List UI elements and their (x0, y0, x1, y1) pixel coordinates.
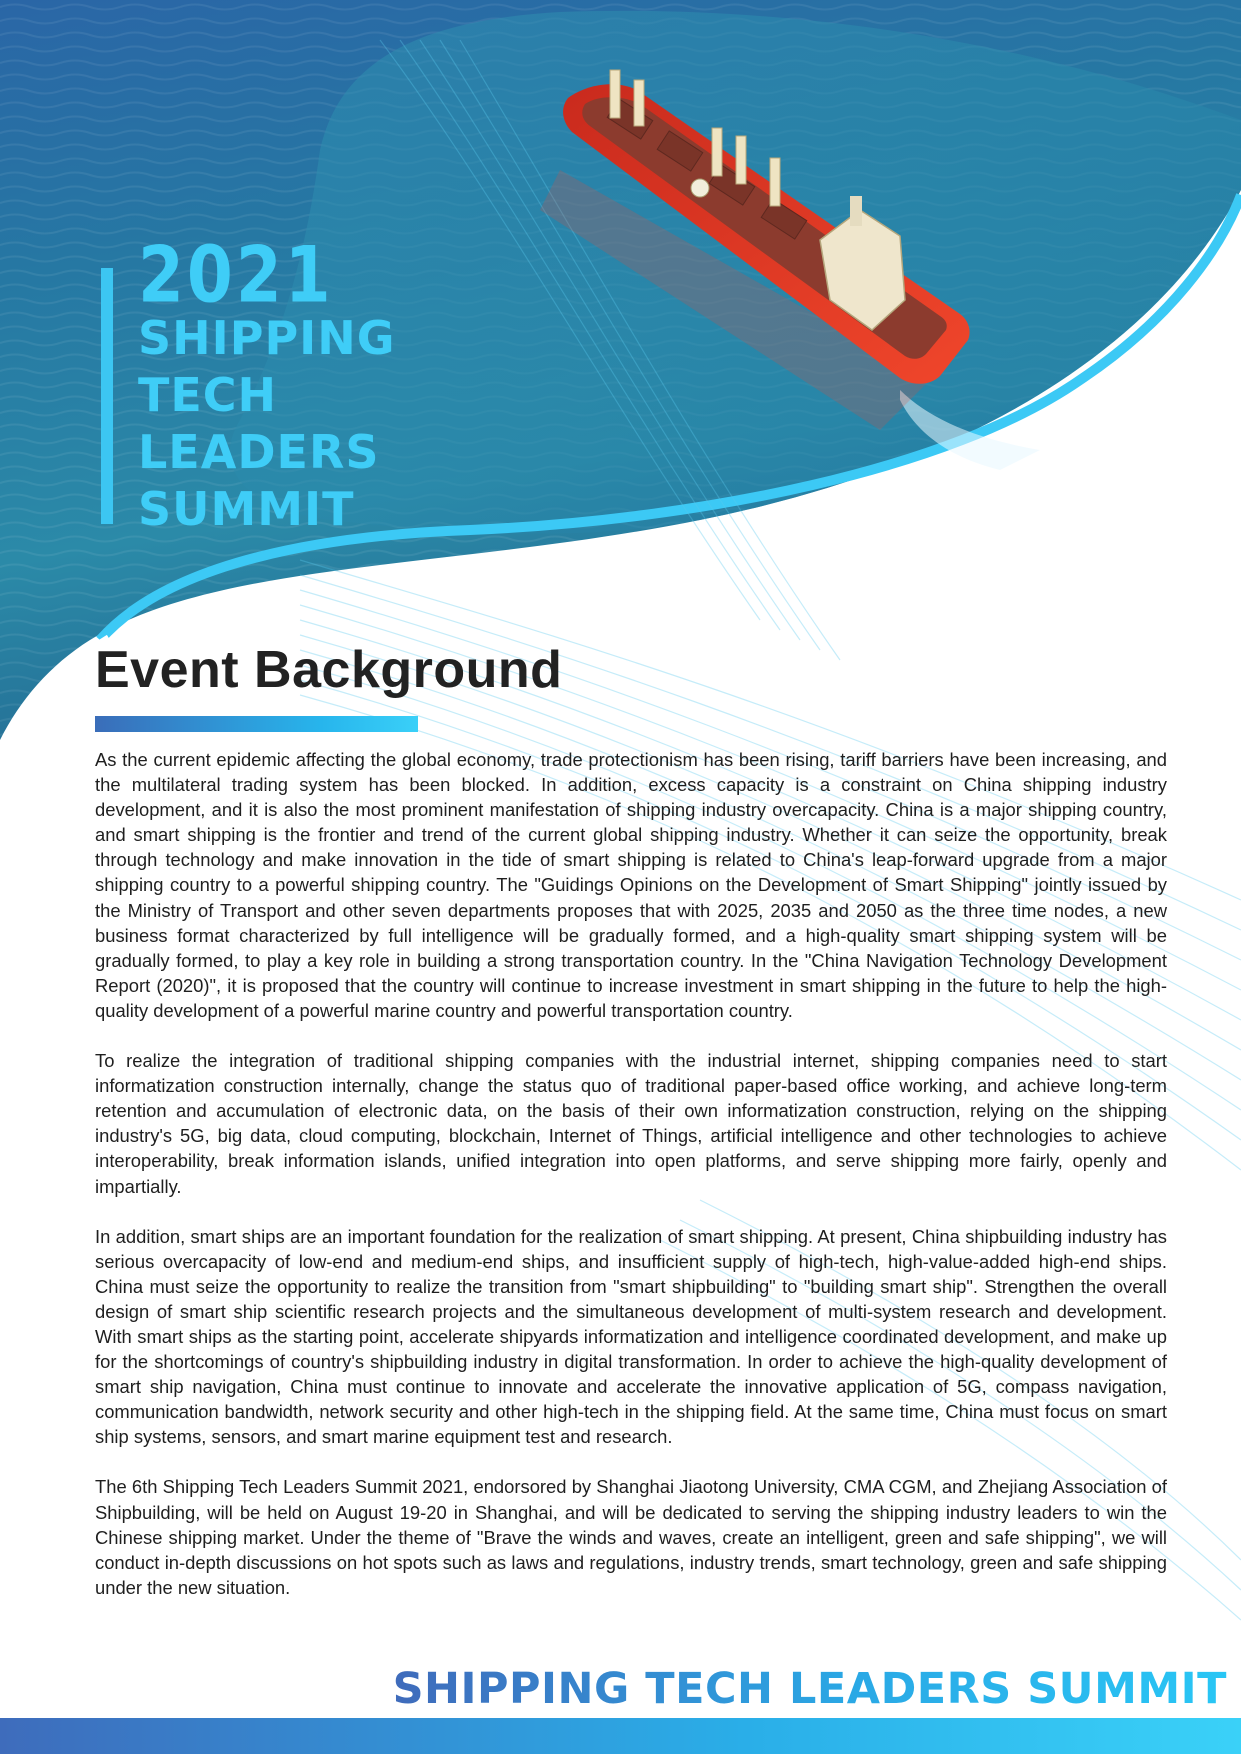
hero-title-line-4: SUMMIT (138, 482, 355, 536)
paragraph-4: The 6th Shipping Tech Leaders Summit 2021, endorsored by Shanghai Jiaotong University, CMA CGM, and Zhejiang Association of Shipbuilding, will be held on August 19-20 in Shanghai, and will be dedicated to serving the shipping industry leaders to win the Chinese shipping market. Under the theme of "Brave the winds and waves, create an intelligent, green and safe shipping", we will conduct in-depth discussions on hot spots such as laws and regulations, industry trends, smart technology, green and safe shipping under the new situation. (95, 1476, 1167, 1598)
title-accent-bar (101, 268, 113, 524)
footer-band (0, 1718, 1241, 1754)
hero-year: 2021 (138, 229, 334, 321)
paragraph-3: In addition, smart ships are an important foundation for the realization of smart shipping. At present, China shipbuilding industry has serious overcapacity of low-end and medium-end ships, and insufficient supply of high-tech, high-value-added high-end ships. China must seize the opportunity to realize the transition from "smart shipbuilding" to "building smart ship". Strengthen the overall design of smart ship scientific research projects and the simultaneous development of multi-system research and development. With smart ships as the starting point, accelerate shipyards informatization and intelligence coordinated development, and make up for the shortcomings of country's shipbuilding industry in digital transformation. In order to achieve the high-quality development of smart ship navigation, China must continue to innovate and accelerate the innovative application of 5G, compass navigation, communication bandwidth, network security and other high-tech in the shipping field. At the same time, China must focus on smart ship systems, sensors, and smart marine equipment test and research. (95, 1225, 1167, 1448)
hero-title-line-3: LEADERS (138, 425, 380, 479)
section-title-underline (95, 716, 418, 732)
hero-title (138, 229, 396, 538)
footer-title: SHIPPING TECH LEADERS SUMMIT (392, 1664, 1227, 1714)
body-text (95, 747, 1167, 1625)
paragraph-1: As the current epidemic affecting the global economy, trade protectionism has been rising, tariff barriers have been increasing, and the multilateral trading system has been blocked. In addition, excess capacity is a constraint on China shipping industry development, and it is also the most prominent manifestation of shipping industry overcapacity. China is a major shipping country, and smart shipping is the frontier and trend of the current global shipping industry. Whether it can seize the opportunity, break through technology and make innovation in the tide of smart shipping is related to China's leap-forward upgrade from a major shipping country to a powerful shipping country. The "Guidings Opinions on the Development of Smart Shipping" jointly issued by the Ministry of Transport and other seven departments proposes that with 2025, 2035 and 2050 as the three time nodes, a new business format characterized by full intelligence will be gradually formed, and a high-quality smart shipping system will be gradually formed, to play a key role in building a strong transportation country. In the "China Navigation Technology Development Report (2020)", it is proposed that the country will continue to increase investment in smart shipping in the future to help the high-quality development of a powerful marine country and powerful transportation country. (95, 749, 1167, 1021)
section-title: Event Background (95, 641, 563, 699)
hero-title-line-1: SHIPPING (138, 311, 396, 365)
hero-title-line-2: TECH (138, 368, 278, 422)
paragraph-2: To realize the integration of traditional shipping companies with the industrial internet, shipping companies need to start informatization construction internally, change the status quo of traditional paper-based office working, and achieve long-term retention and accumulation of electronic data, on the basis of their own informatization construction, relying on the shipping industry's 5G, big data, cloud computing, blockchain, Internet of Things, artificial intelligence and other technologies to achieve interoperability, break information islands, unified integration into open platforms, and serve shipping more fairly, openly and impartially. (95, 1050, 1167, 1197)
